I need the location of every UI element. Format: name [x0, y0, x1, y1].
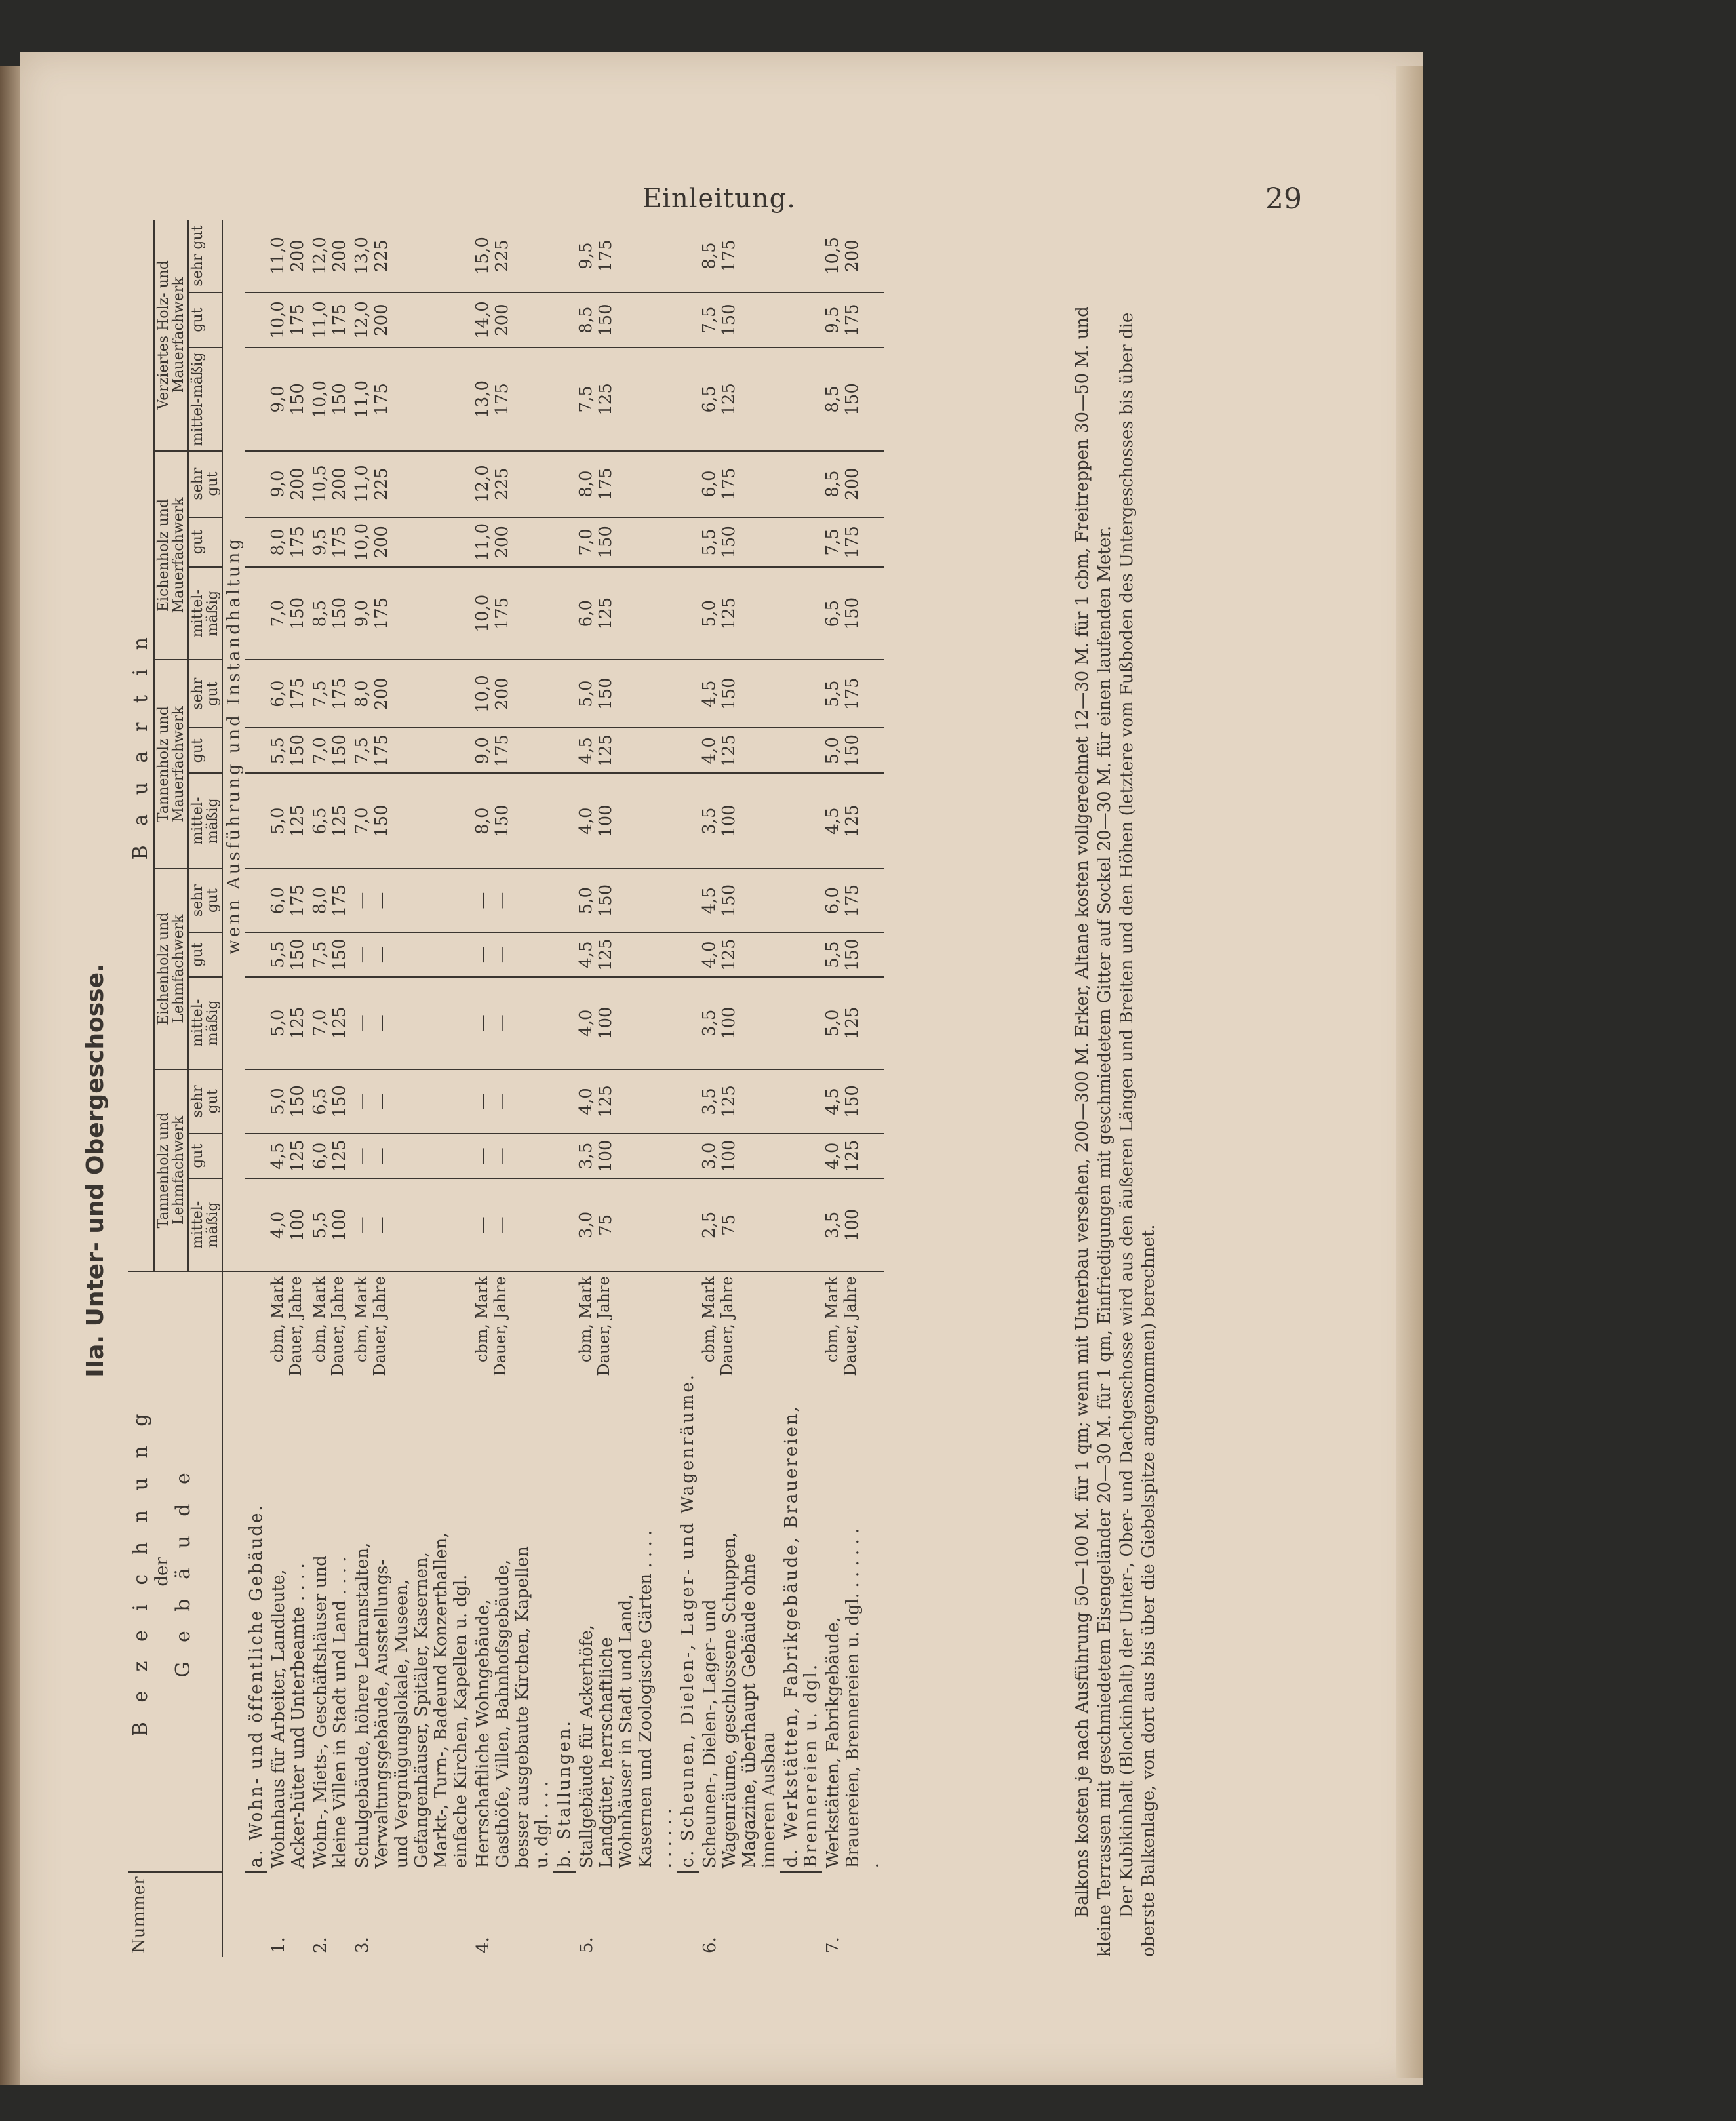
group-header-4: Eichenholz und Mauerfachwerk [154, 451, 188, 660]
quality-header: sehr gut [188, 1069, 222, 1134]
value-cell: — — [472, 1178, 553, 1271]
value-cell: 7,0 150 [309, 728, 351, 773]
section-heading: d. Werkstätten, Fabrikgebäude, Brauereien, Brennereien u. dgl. [780, 1271, 822, 1872]
value-cell: 3,5 100 [699, 977, 780, 1069]
value-cell: 10,0 175 [472, 567, 553, 660]
value-cell: 7,0 150 [351, 773, 472, 868]
group-header-2: Eichenholz und Lehmfachwerk [154, 869, 188, 1069]
col-nummer: Nummer [128, 1872, 222, 1957]
table-title: IIa. Unter- und Obergeschosse. [82, 963, 109, 1378]
value-cell: — — [351, 1134, 472, 1178]
value-cell: 7,5 175 [309, 660, 351, 728]
table-row [699, 220, 780, 1957]
row-units: cbm, Mark Dauer, Jahre [352, 1276, 389, 1376]
value-cell: 11,0 175 [351, 347, 472, 451]
value-cell: 11,0 175 [309, 292, 351, 347]
row-number: 1. [269, 1937, 289, 1953]
value-cell: 3,0 100 [699, 1134, 780, 1178]
group-header-3: Tannenholz und Mauerfachwerk [154, 660, 188, 869]
value-cell: 11,0 200 [267, 220, 309, 292]
quality-header: mittel-mäßig [188, 1178, 222, 1271]
value-cell: 9,5 175 [309, 517, 351, 568]
value-cell: 4,0 125 [699, 728, 780, 773]
value-cell: 8,0 150 [472, 773, 553, 868]
value-cell: 11,0 200 [472, 517, 553, 568]
value-cell: 10,5 200 [309, 451, 351, 517]
value-cell: 7,5 175 [351, 728, 472, 773]
quality-header: sehr gut [188, 660, 222, 728]
value-cell: 5,0 125 [267, 773, 309, 868]
value-cell: 4,5 125 [267, 1134, 309, 1178]
value-cell: 12,0 225 [472, 451, 553, 517]
value-cell: — — [351, 1178, 472, 1271]
row-units: cbm, Mark Dauer, Jahre [576, 1276, 613, 1376]
value-cell: 6,5 125 [309, 773, 351, 868]
footnote-kubikinhalt: Der Kubikinhalt (Blockinhalt) der Unter-, Ober- und Dachgeschosse wird aus den äußeren Längen und Breiten und den Höhen (letztere vom Fußboden des Untergeschosses bis über die oberste Balkenlage, von dort aus bis über die Giebelspitze angenommen) berechnet. [1116, 312, 1159, 1957]
value-cell: 8,5 150 [309, 567, 351, 660]
value-cell: — — [472, 1069, 553, 1134]
row-units: cbm, Mark Dauer, Jahre [700, 1276, 736, 1376]
value-cell: 7,5 150 [699, 292, 780, 347]
row-description: Schulgebäude, höhere Lehranstalten, Verwaltungsgebäude, Ausstellungs- und Vergnügungslokale, Museen, Gefangenhäuser, Spitäler, Kasernen, Markt-, Turn-, Badeund Konzerthallen, einfache Kirchen, Kapellen u. dgl. [353, 1532, 471, 1869]
quality-header: gut [188, 292, 222, 347]
group-header-5: Verziertes Holz- und Mauerfachwerk [154, 220, 188, 451]
value-cell: — — [472, 869, 553, 933]
value-cell: 9,0 200 [267, 451, 309, 517]
row-units: cbm, Mark Dauer, Jahre [823, 1276, 859, 1376]
value-cell: 5,5 150 [699, 517, 780, 568]
value-cell: — — [472, 977, 553, 1069]
value-cell: 6,5 125 [699, 347, 780, 451]
footnote-balkons: Balkons kosten je nach Ausführung 50—100 M. für 1 qm; wenn mit Unterbau versehen, 200—300 M. Erker, Altane kosten vollgerechnet 12—30 M. für 1 cbm, Freitreppen 30—50 M. und kleine Terrassen mit geschmiedetem Eisengeländer 20—30 M. für 1 qm, Einfriedigungen mit geschmiedetem Gitter auf Sockel 20—30 M. für einen laufenden Meter. [1073, 306, 1115, 1957]
value-cell: 12,0 200 [351, 292, 472, 347]
value-cell: 11,0 225 [351, 451, 472, 517]
value-cell: 5,5 150 [267, 728, 309, 773]
value-cell: 10,0 175 [267, 292, 309, 347]
cost-table [128, 220, 884, 1957]
value-cell: 10,0 200 [472, 660, 553, 728]
value-cell: — — [351, 1069, 472, 1134]
value-cell: 5,0 150 [576, 869, 677, 933]
page-edge [1396, 66, 1423, 2078]
value-cell: 5,0 125 [822, 977, 884, 1069]
row-number: 6. [700, 1937, 720, 1953]
value-cell: 9,0 175 [351, 567, 472, 660]
table-row [472, 220, 553, 1957]
section-heading: a. Wohn- und öffentliche Gebäude. [245, 1271, 267, 1872]
wenn-header: wenn Ausführung und Instandhaltung [222, 220, 245, 1271]
value-cell: 8,5 200 [822, 451, 884, 517]
page-number: 29 [1265, 182, 1302, 216]
value-cell: 7,5 150 [309, 932, 351, 977]
value-cell: 12,0 200 [309, 220, 351, 292]
col-bezeichnung: B e z e i c h n u n g der G e b ä u d e [128, 1271, 222, 1872]
table-row [267, 220, 309, 1957]
value-cell: 5,5 100 [309, 1178, 351, 1271]
quality-header: sehr gut [188, 869, 222, 933]
row-number: 2. [311, 1937, 331, 1953]
value-cell: 4,0 125 [576, 1069, 677, 1134]
value-cell: 6,0 175 [267, 869, 309, 933]
value-cell: — — [351, 977, 472, 1069]
value-cell: 4,0 100 [576, 773, 677, 868]
value-cell: 5,5 150 [267, 932, 309, 977]
quality-header: mittel-mäßig [188, 347, 222, 451]
row-description: Herrschaftliche Wohngebäude, Gasthöfe, Villen, Bahnhofsgebäude, besser ausgebaute Kirchen, Kapellen u. dgl. . . . [473, 1546, 553, 1869]
quality-header: gut [188, 728, 222, 773]
value-cell: 4,5 125 [576, 728, 677, 773]
row-number: 4. [473, 1937, 494, 1953]
value-cell: 3,5 100 [576, 1134, 677, 1178]
quality-header: gut [188, 1134, 222, 1178]
value-cell: 8,5 175 [699, 220, 780, 292]
value-cell: 8,5 150 [576, 292, 677, 347]
value-cell: 5,5 175 [822, 660, 884, 728]
value-cell: 6,0 125 [309, 1134, 351, 1178]
value-cell: 10,0 150 [309, 347, 351, 451]
table-row [309, 220, 351, 1957]
value-cell: 9,5 175 [576, 220, 677, 292]
value-cell: 4,5 150 [699, 660, 780, 728]
value-cell: 3,5 100 [822, 1178, 884, 1271]
value-cell: 7,0 150 [576, 517, 677, 568]
row-description: Wohn-, Miets-, Geschäftshäuser und kleine Villen in Stadt und Land . . . . [311, 1555, 351, 1869]
row-number: 5. [577, 1937, 597, 1953]
value-cell: 8,0 175 [309, 869, 351, 933]
row-description: Scheunen-, Dielen-, Lager- und Wagenräume, geschlossene Schuppen, Magazine, überhaupt Gebäude ohne inneren Ausbau [700, 1532, 779, 1869]
table-row [822, 220, 884, 1957]
value-cell: 3,5 125 [699, 1069, 780, 1134]
value-cell: — — [351, 869, 472, 933]
value-cell: — — [472, 932, 553, 977]
value-cell: 5,0 150 [822, 728, 884, 773]
value-cell: 4,5 125 [822, 773, 884, 868]
value-cell: 7,0 125 [309, 977, 351, 1069]
value-cell: 6,0 175 [699, 451, 780, 517]
value-cell: 5,0 125 [267, 977, 309, 1069]
bauart-header: B a u a r t i n [128, 220, 154, 1271]
value-cell: 2,5 75 [699, 1178, 780, 1271]
value-cell: 5,0 150 [267, 1069, 309, 1134]
value-cell: 13,0 175 [472, 347, 553, 451]
value-cell: 6,0 175 [267, 660, 309, 728]
value-cell: 10,5 200 [822, 220, 884, 292]
value-cell: 7,5 175 [822, 517, 884, 568]
value-cell: 15,0 225 [472, 220, 553, 292]
footnotes [1072, 266, 1160, 1957]
value-cell: 4,0 125 [699, 932, 780, 977]
value-cell: 5,0 125 [699, 567, 780, 660]
quality-header: mittel-mäßig [188, 567, 222, 660]
value-cell: 8,5 150 [822, 347, 884, 451]
group-header-1: Tannenholz und Lehmfachwerk [154, 1069, 188, 1272]
table-row [351, 220, 472, 1957]
value-cell: 3,0 75 [576, 1178, 677, 1271]
row-number: 7. [823, 1937, 844, 1953]
value-cell: 7,5 125 [576, 347, 677, 451]
table-body [245, 220, 884, 1957]
row-description: Werkstätten, Fabrikgebäude, Brauereien, Brennereien u. dgl. . . . . . . . [823, 1528, 883, 1869]
rotated-table-block [82, 220, 1269, 2121]
value-cell: 8,0 175 [267, 517, 309, 568]
value-cell: 6,5 150 [822, 567, 884, 660]
quality-header: sehr gut [188, 451, 222, 517]
quality-header: gut [188, 517, 222, 568]
value-cell: 9,0 175 [472, 728, 553, 773]
value-cell: 7,0 150 [267, 567, 309, 660]
value-cell: 10,0 200 [351, 517, 472, 568]
value-cell: 5,0 150 [576, 660, 677, 728]
value-cell: 4,5 150 [822, 1069, 884, 1134]
value-cell: 5,5 150 [822, 932, 884, 977]
quality-header: mittel-mäßig [188, 977, 222, 1069]
quality-header: sehr gut [188, 220, 222, 292]
value-cell: — — [472, 1134, 553, 1178]
value-cell: 4,0 125 [822, 1134, 884, 1178]
row-units: cbm, Mark Dauer, Jahre [310, 1276, 347, 1376]
table-row [576, 220, 677, 1957]
value-cell: 13,0 225 [351, 220, 472, 292]
value-cell: 6,0 125 [576, 567, 677, 660]
value-cell: 6,5 150 [309, 1069, 351, 1134]
row-units: cbm, Mark Dauer, Jahre [473, 1276, 509, 1376]
value-cell: 3,5 100 [699, 773, 780, 868]
value-cell: 4,5 125 [576, 932, 677, 977]
value-cell: 4,0 100 [267, 1178, 309, 1271]
section-heading: c. Scheunen, Dielen-, Lager- und Wagenräume. [677, 1271, 699, 1872]
value-cell: 4,5 150 [699, 869, 780, 933]
row-description: Wohnhaus für Arbeiter, Landleute, Acker-hüter und Unterbeamte . . . . [269, 1563, 309, 1869]
value-cell: 9,0 150 [267, 347, 309, 451]
value-cell: 8,0 175 [576, 451, 677, 517]
value-cell: 9,5 175 [822, 292, 884, 347]
quality-header: gut [188, 932, 222, 977]
running-header: Einleitung. [642, 184, 796, 214]
row-units: cbm, Mark Dauer, Jahre [268, 1276, 305, 1376]
section-heading: b. Stallungen. [553, 1271, 576, 1872]
value-cell: 6,0 175 [822, 869, 884, 933]
row-number: 3. [353, 1937, 373, 1953]
row-description: Stallgebäude für Ackerhöfe, Landgüter, herrschaftliche Wohnhäuser in Stadt und Land, Kasernen und Zoologische Gärten . . . . . . . . . . [577, 1530, 676, 1869]
value-cell: 8,0 200 [351, 660, 472, 728]
value-cell: 4,0 100 [576, 977, 677, 1069]
quality-header: mittel-mäßig [188, 773, 222, 868]
value-cell: 14,0 200 [472, 292, 553, 347]
value-cell: — — [351, 932, 472, 977]
